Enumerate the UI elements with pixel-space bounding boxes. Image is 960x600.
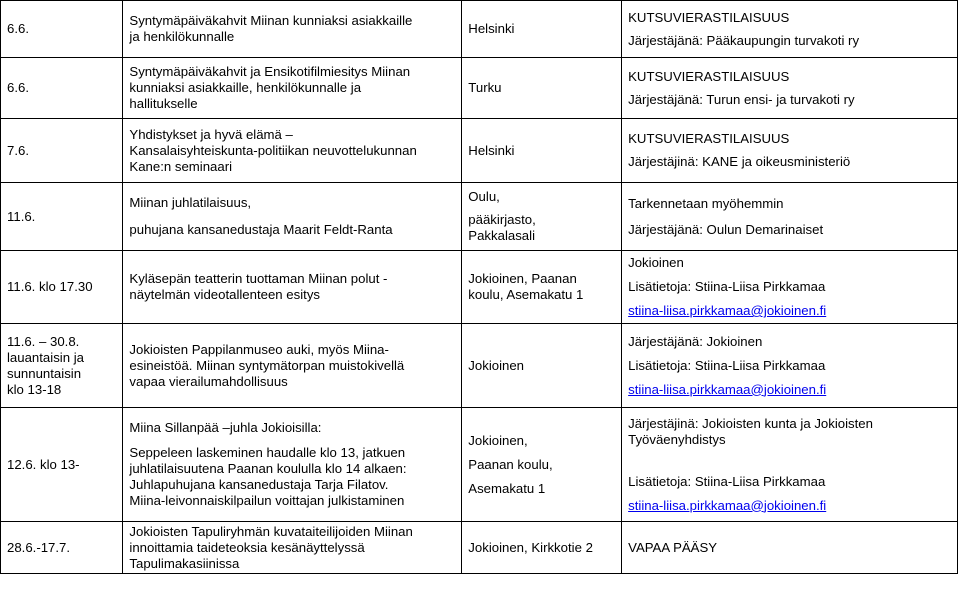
event-description-text: Syntymäpäiväkahvit Miinan kunniaksi asiakkaille ja henkilökunnalle (129, 13, 413, 44)
event-info-text: Järjestäjinä: Jokioisten kunta ja Jokioisten Työväenyhdistys (628, 415, 873, 447)
event-location-text: Asemakatu 1 (468, 480, 546, 496)
event-description-text: Jokioisten Pappilanmuseo auki, myös Miina- esineistöä. Miinan syntymätorpan muistokivellä vapaa vierailumahdollisuus (129, 341, 405, 389)
event-description-text: Jokioisten Tapuliryhmän kuvataiteilijoiden Miinan innoittamia taideteoksia kesänäyttelyssä Tapulimakasiinissa (129, 523, 413, 571)
event-location-text: Jokioinen, Paanan koulu, Asemakatu 1 (468, 271, 584, 302)
event-date (1, 58, 123, 119)
event-info-text: KUTSUVIERASTILAISUUS (628, 9, 790, 25)
event-info-text: Järjestäjänä: Jokioinen (628, 333, 763, 349)
event-info (622, 58, 958, 119)
event-location-text: Jokioinen (468, 357, 525, 373)
event-description-text: Yhdistykset ja hyvä elämä – Kansalaisyhteiskunta-politiikan neuvottelukunnan Kane:n seminaari (129, 126, 417, 174)
event-location-text: Helsinki (468, 142, 515, 158)
contact-email-link[interactable]: stiina-liisa.pirkkamaa@jokioinen.fi (628, 303, 827, 318)
event-info-text: KUTSUVIERASTILAISUUS (628, 131, 790, 146)
event-info (622, 324, 958, 408)
event-date (1, 183, 123, 251)
event-date (1, 324, 123, 408)
event-date (1, 408, 123, 522)
table-row (1, 119, 958, 183)
event-location-text: Paanan koulu, (468, 456, 553, 472)
event-date (1, 1, 123, 58)
event-description (123, 324, 462, 408)
event-location (462, 58, 622, 119)
event-location (462, 324, 622, 408)
table-row (1, 251, 958, 324)
event-description-text: Miina Sillanpää –juhla Jokioisilla: (129, 420, 322, 435)
table-row (1, 324, 958, 408)
event-description (123, 1, 462, 58)
table-row (1, 1, 958, 58)
events-table-body (1, 1, 958, 574)
event-location-text: Jokioinen, (468, 432, 528, 448)
event-description-text: Kyläsepän teatterin tuottaman Miinan polut - näytelmän videotallenteen esitys (129, 271, 388, 302)
event-description-text: Syntymäpäiväkahvit ja Ensikotifilmiesitys Miinan kunniaksi asiakkaille, henkilökunnalle ja hallitukselle (129, 64, 411, 111)
event-description (123, 251, 462, 324)
event-location-text: Jokioinen, Kirkkotie 2 (468, 539, 593, 555)
event-info-text: KUTSUVIERASTILAISUUS (628, 68, 790, 84)
event-date-text: 28.6.-17.7. (7, 539, 71, 555)
event-description-text: Seppeleen laskeminen haudalle klo 13, jatkuen juhlatilaisuutena Paanan koululla klo 14 alkaen: Juhlapuhujana kansanedustaja Tarja Filatov. Miina-leivonnaiskilpailun voittajan julkistaminen (129, 445, 407, 508)
table-row (1, 408, 958, 522)
event-info-text: Järjestäjänä: Oulun Demarinaiset (628, 221, 824, 237)
event-description (123, 119, 462, 183)
event-info (622, 522, 958, 574)
event-info-text: VAPAA PÄÄSY (628, 539, 718, 555)
event-info (622, 251, 958, 324)
event-date (1, 522, 123, 574)
contact-email-link[interactable]: stiina-liisa.pirkkamaa@jokioinen.fi (628, 497, 827, 513)
table-row (1, 183, 958, 251)
event-info-text: Jokioinen (628, 255, 684, 270)
event-description-text: Miinan juhlatilaisuus, (129, 195, 252, 210)
event-date-text: 6.6. (7, 80, 29, 95)
event-location-text: Oulu, (468, 189, 500, 204)
event-location (462, 522, 622, 574)
table-row (1, 58, 958, 119)
event-info (622, 408, 958, 522)
event-location (462, 408, 622, 522)
event-date-text: 11.6. – 30.8. lauantaisin ja sunnuntaisin klo 13-18 (7, 333, 84, 397)
table-row (1, 522, 958, 574)
event-date-text: 11.6. klo 17.30 (7, 279, 93, 294)
event-info-text: Järjestäjänä: Turun ensi- ja turvakoti ry (628, 91, 855, 107)
event-date-text: 12.6. klo 13- (7, 456, 80, 472)
event-info-text: Lisätietoja: Stiina-Liisa Pirkkamaa (628, 357, 826, 373)
event-location-text: Helsinki (468, 21, 515, 36)
contact-email-link[interactable]: stiina-liisa.pirkkamaa@jokioinen.fi (628, 381, 827, 397)
event-date-text: 7.6. (7, 142, 29, 158)
event-date (1, 119, 123, 183)
event-location-text: Turku (468, 80, 502, 95)
event-info-text: Lisätietoja: Stiina-Liisa Pirkkamaa (628, 279, 826, 294)
event-location (462, 251, 622, 324)
event-date (1, 251, 123, 324)
event-description (123, 522, 462, 574)
event-info (622, 1, 958, 58)
event-location-text: pääkirjasto, Pakkalasali (468, 212, 536, 243)
event-date-text: 6.6. (7, 21, 29, 36)
event-description-text: puhujana kansanedustaja Maarit Feldt-Ranta (129, 222, 393, 237)
event-description (123, 58, 462, 119)
event-description (123, 183, 462, 251)
event-location (462, 1, 622, 58)
event-description (123, 408, 462, 522)
event-info-text: Järjestäjänä: Pääkaupungin turvakoti ry (628, 32, 860, 48)
event-info (622, 183, 958, 251)
event-date-text: 11.6. (7, 208, 36, 224)
event-info-text: Lisätietoja: Stiina-Liisa Pirkkamaa (628, 473, 826, 489)
event-info (622, 119, 958, 183)
event-info-text: Järjestäjinä: KANE ja oikeusministeriö (628, 154, 851, 169)
event-location (462, 183, 622, 251)
event-location (462, 119, 622, 183)
event-info-text: Tarkennetaan myöhemmin (628, 195, 784, 211)
